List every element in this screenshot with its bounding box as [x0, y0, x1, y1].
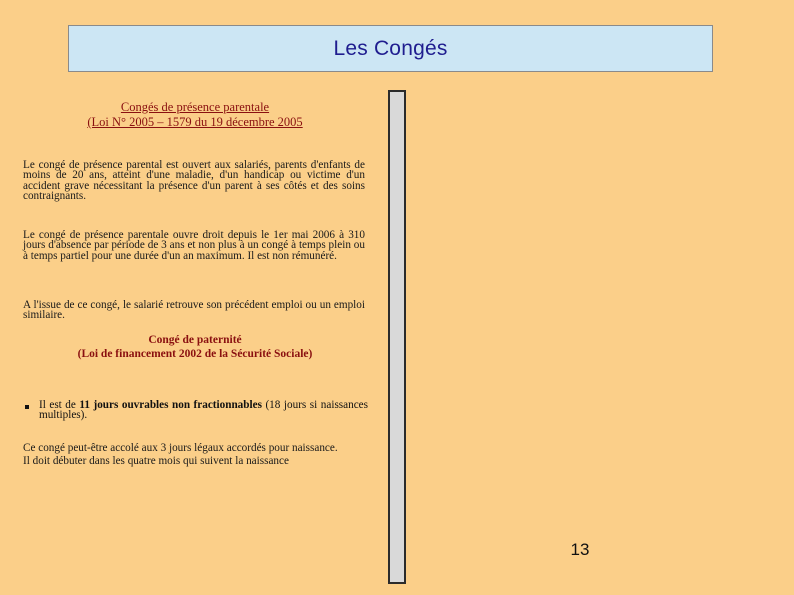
title-banner [68, 25, 713, 72]
bullet-bold: 11 jours ouvrables non fractionnables [79, 399, 262, 411]
section-heading-presence-parentale [60, 100, 330, 130]
bullet-text [39, 400, 368, 421]
bullet-suffix: (18 jours si naissances multiples). [39, 399, 368, 422]
slide-title: Les Congés [333, 36, 448, 60]
bullet-icon [25, 405, 29, 409]
paragraph-duration: Le congé de présence parentale ouvre droit depuis le 1er mai 2006 à 310 jours d'absence par période de 3 ans et non plus à un congé à temps plein ou à temps partiel pour une durée d'un an maximum. Il est non rémunéré. [23, 229, 365, 262]
paragraph-paternity-timing [23, 442, 365, 467]
paternity-line-2: Il doit débuter dans les quatre mois qui suivent la naissance [23, 454, 289, 467]
bullet-prefix: Il est de [39, 399, 80, 411]
page-number: 13 [570, 540, 590, 559]
heading-line-2: (Loi de financement 2002 de la Sécurité Sociale) [77, 348, 313, 360]
heading-line-1: Congé de paternité [148, 334, 242, 346]
bullet-item-duration [23, 400, 368, 421]
section-heading-paternite [60, 333, 330, 361]
vertical-divider [388, 90, 406, 584]
paternity-line-1: Ce congé peut-être accolé aux 3 jours légaux accordés pour naissance. [23, 442, 338, 454]
paragraph-eligibility: Le congé de présence parental est ouvert aux salariés, parents d'enfants de moins de 20 ans, atteint d'une maladie, d'un handicap ou victime d'un accident grave nécessitant la présence d'un parent à ses côtés et des soins contraignants. [23, 159, 365, 202]
heading-line-1: Congés de présence parentale [120, 100, 270, 114]
paragraph-return-to-work: A l'issue de ce congé, le salarié retrouve son précédent emploi ou un emploi similaire. [23, 299, 365, 322]
heading-line-2: (Loi N° 2005 – 1579 du 19 décembre 2005 [87, 115, 303, 129]
